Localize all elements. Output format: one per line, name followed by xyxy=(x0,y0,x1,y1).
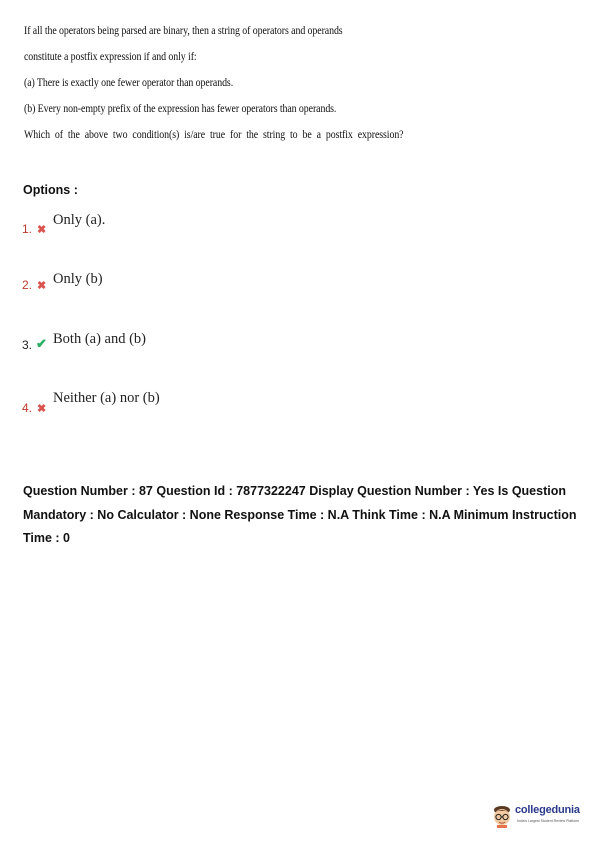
cross-icon: ✖ xyxy=(37,224,47,236)
cross-icon: ✖ xyxy=(37,280,47,292)
option-number: 1. xyxy=(22,222,33,236)
cross-icon: ✖ xyxy=(37,403,47,415)
logo-tagline: India's Largest Student Review Platform xyxy=(517,819,580,823)
mascot-icon xyxy=(491,804,513,828)
logo-wordmark: collegedunia xyxy=(515,804,580,816)
question-text xyxy=(24,18,488,148)
option-text: Only (b) xyxy=(53,271,103,287)
question-line: (a) There is exactly one fewer operator than operands. xyxy=(24,77,234,89)
options-heading: Options : xyxy=(23,183,78,197)
option-number: 3. xyxy=(22,338,33,352)
question-line: (b) Every non-empty prefix of the expression has fewer operators than operands. xyxy=(24,103,337,115)
option-text: Neither (a) nor (b) xyxy=(53,390,160,406)
option-number: 2. xyxy=(22,278,33,292)
question-metadata xyxy=(23,480,583,551)
collegedunia-logo xyxy=(491,800,591,832)
check-icon: ✔ xyxy=(36,336,47,351)
metadata-line: Question Number : 87 Question Id : 7877322247 Display Question Number : Yes Is Question xyxy=(23,484,566,498)
question-line: constitute a postfix expression if and only if: xyxy=(24,51,197,63)
option-number: 4. xyxy=(22,401,33,415)
option-text: Only (a). xyxy=(53,212,106,228)
question-line: Which of the above two condition(s) is/are true for the string to be a postfix expression? xyxy=(24,129,404,141)
question-line: If all the operators being parsed are binary, then a string of operators and operands xyxy=(24,25,343,37)
metadata-line: Time : 0 xyxy=(23,531,71,545)
metadata-line: Mandatory : No Calculator : None Response Time : N.A Think Time : N.A Minimum Instruction xyxy=(23,507,577,522)
option-text: Both (a) and (b) xyxy=(53,331,147,347)
